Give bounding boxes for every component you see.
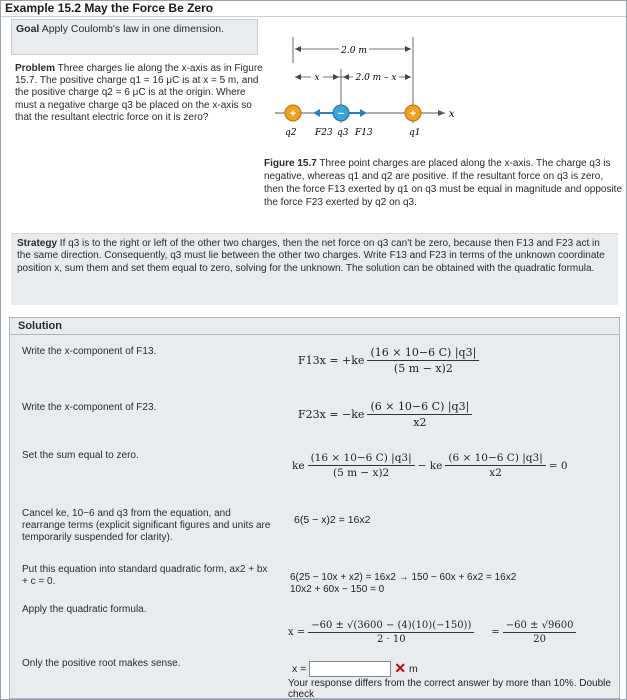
step-7-text: Only the positive root makes sense. [22, 658, 181, 669]
eq-f13x [298, 346, 479, 375]
step-3-text: Set the sum equal to zero. [22, 450, 139, 461]
solution-label: Solution [10, 318, 619, 335]
label-q3: q3 [337, 128, 349, 138]
answer-row [292, 660, 418, 677]
eq-quadratic [290, 572, 516, 596]
eq2-den: x2 [413, 416, 427, 429]
figure-caption [264, 157, 624, 209]
example-title: Example 15.2 May the Force Be Zero [1, 1, 626, 17]
dim-label-top: 2.0 m [341, 46, 367, 56]
eq3-num1: (16 × 10−6 C) |q3| [308, 452, 415, 466]
label-q1: q1 [409, 128, 421, 138]
arrow-left-icon [295, 74, 301, 80]
eq6-fraction-2 [503, 620, 577, 645]
eq3-ke1: ke [292, 459, 305, 472]
answer-lhs: x = [292, 662, 307, 675]
label-f13: F13 [355, 128, 373, 138]
arrow-right-icon [360, 109, 367, 117]
eq3-num2: (6 × 10−6 C) |q3| [445, 452, 545, 466]
goal-label: Goal [16, 23, 40, 35]
eq1-lhs: F13x = +ke [298, 354, 365, 367]
problem-label: Problem [15, 63, 56, 74]
eq6-den1: 2 · 10 [376, 634, 406, 645]
eq1-num: (16 × 10−6 C) |q3| [367, 346, 479, 361]
axis-arrow-icon [438, 110, 445, 116]
step-5-text: Put this equation into standard quadratic form, ax2 + bx + c = 0. [22, 564, 268, 587]
problem-text: Three charges lie along the x-axis as in Figure 15.7. The positive charge q1 = 16 μC is at x = 5 m, and the positive charge q2 = 6 μC is at the origin. Where must a negative charge q3 be placed on the x-axis so that the resultant electric force on it is zero? [15, 63, 263, 123]
arrow-right-icon [405, 74, 411, 80]
eq2-num: (6 × 10−6 C) |q3| [367, 400, 472, 415]
eq2-lhs: F23x = −ke [298, 408, 365, 421]
eq6-num2: −60 ± √9600 [503, 620, 577, 633]
eq3-den1: (5 m − x)2 [332, 467, 390, 479]
step-6-text: Apply the quadratic formula. [22, 604, 147, 615]
charge-q1-sign: + [409, 108, 417, 120]
arrow-right-icon [405, 46, 411, 52]
eq-sum [292, 452, 568, 479]
label-q2: q2 [285, 128, 297, 138]
eq6-eq: = [491, 627, 500, 638]
goal-box [11, 19, 258, 55]
figure-15-7 [265, 25, 621, 155]
goal-text: Apply Coulomb's law in one dimension. [41, 23, 225, 35]
arrow-left-icon [343, 74, 349, 80]
eq3-den2: x2 [489, 467, 502, 479]
arrow-right-icon [333, 74, 339, 80]
eq-rearranged: 6(5 − x)2 = 16x2 [294, 514, 371, 526]
eq6-den2: 20 [533, 634, 546, 645]
strategy-label: Strategy [17, 238, 58, 249]
caption-label: Figure 15.7 [264, 158, 317, 169]
answer-feedback: Your response differs from the correct answer by more than 10%. Double check [288, 678, 611, 698]
caption-text: Three point charges are placed along the x-axis. The charge q3 is negative, whereas q1 and q2 are positive. If the resultant force on q3 is zero, then the force F13 exerted by q1 on q3 must be equal in magnitude and opposite the force F23 exerted by q2 on q3. [264, 158, 623, 208]
charge-q2-sign: + [289, 108, 297, 120]
eq6-lhs: x = [288, 627, 306, 638]
eq3-fraction-2 [445, 452, 545, 479]
eq1-den: (5 m − x)2 [393, 362, 453, 375]
problem-statement [15, 63, 263, 124]
arrow-left-icon [295, 46, 301, 52]
step-4-text: Cancel ke, 10−6 and q3 from the equation, and rearrange terms (explicit significant figures and units are temporarily suspended for clarity). [22, 508, 271, 543]
label-f23: F23 [315, 128, 333, 138]
solution-panel [9, 317, 620, 699]
dim-label-mid: 2.0 m – x [355, 73, 397, 83]
strategy-text: If q3 is to the right or left of the other two charges, then the net force on q3 can't be zero, because then F13 and F23 act in the same direction. Consequently, q3 must lie between the other two charges. Write F13 and F23 in terms of the unknown coordinate position x, sum them and set them equal to zero, solving for the unknown. The solution can be obtained with the quadratic formula. [17, 238, 605, 274]
eq1-fraction [367, 346, 479, 375]
arrow-left-icon [313, 109, 320, 117]
step-2-text: Write the x-component of F23. [22, 402, 157, 413]
dim-label-x: x [314, 73, 320, 83]
incorrect-x-icon: ✕ [394, 660, 407, 676]
strategy-box [11, 233, 618, 305]
eq2-fraction [367, 400, 472, 429]
charge-q3-sign: − [337, 108, 345, 120]
eq5-line2: 10x2 + 60x − 150 = 0 [290, 584, 385, 595]
axis-label: x [449, 109, 455, 120]
eq5-line1: 6(25 − 10x + x2) = 16x2 → 150 − 60x + 6x2 = 16x2 [290, 572, 517, 583]
answer-unit: m [409, 662, 418, 675]
eq6-fraction-1 [308, 620, 474, 645]
eq-f23x [298, 400, 472, 429]
eq3-fraction-1 [308, 452, 415, 479]
step-1-text: Write the x-component of F13. [22, 346, 157, 357]
eq3-ke2: − ke [417, 459, 443, 472]
eq6-num1: −60 ± √(3600 − (4)(10)(−150)) [308, 620, 474, 633]
answer-input[interactable] [309, 661, 391, 677]
eq3-rhs: = 0 [548, 459, 568, 472]
eq-quadratic-formula [288, 620, 576, 645]
